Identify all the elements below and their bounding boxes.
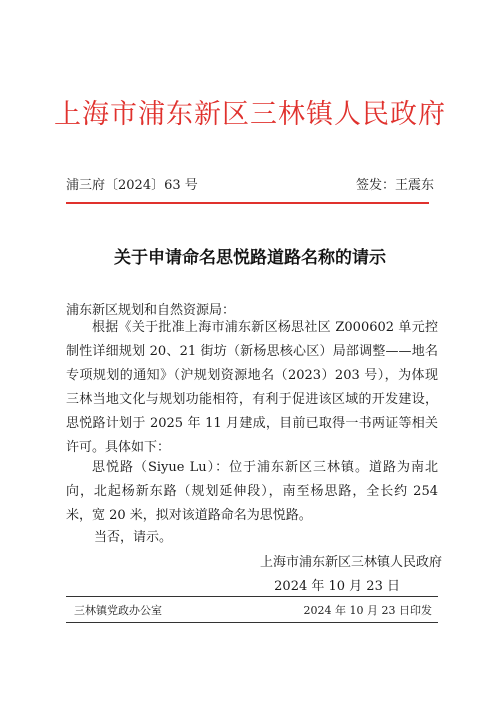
document-number: 浦三府〔2024〕63 号 bbox=[66, 178, 198, 193]
body-paragraph-1: 根据《关于批准上海市浦东新区杨思社区 Z000602 单元控制性详细规划 20、21 街坊（新杨思核心区）局部调整——地名专项规划的通知》（沪规划资源地名（2023）203 号），为体现三林当地文化与规划功能相符，有利于促进该区域的开发建设，思悦路计划于 2025 年 11 月建成，目前已取得一书两证等相关许可。具体如下： bbox=[66, 320, 438, 455]
red-divider-line bbox=[66, 202, 429, 204]
signature-organization: 上海市浦东新区三林镇人民政府 bbox=[259, 555, 442, 570]
document-title: 关于申请命名思悦路道路名称的请示 bbox=[114, 248, 386, 268]
document-meta-line bbox=[66, 174, 434, 194]
body-paragraph-2: 思悦路（Siyue Lu）：位于浦东新区三林镇。道路为南北向，北起杨新东路（规划延伸段），南至杨思路，全长约 254 米，宽 20 米，拟对该道路命名为思悦路。 bbox=[66, 460, 438, 523]
footer-bottom-rule bbox=[66, 622, 438, 623]
salutation: 浦东新区规划和自然资源局： bbox=[66, 303, 236, 318]
issuance-date: 2024 年 10 月 23 日印发 bbox=[303, 604, 432, 617]
signature-date: 2024 年 10 月 23 日 bbox=[274, 579, 400, 594]
footer-top-rule bbox=[66, 596, 438, 597]
issuing-office: 三林镇党政办公室 bbox=[74, 604, 162, 617]
issuance-footer bbox=[74, 602, 432, 618]
document-signer: 签发：王震东 bbox=[355, 178, 434, 193]
closing-line: 当否，请示。 bbox=[94, 530, 173, 545]
document-masthead: 上海市浦东新区三林镇人民政府 bbox=[54, 99, 446, 130]
